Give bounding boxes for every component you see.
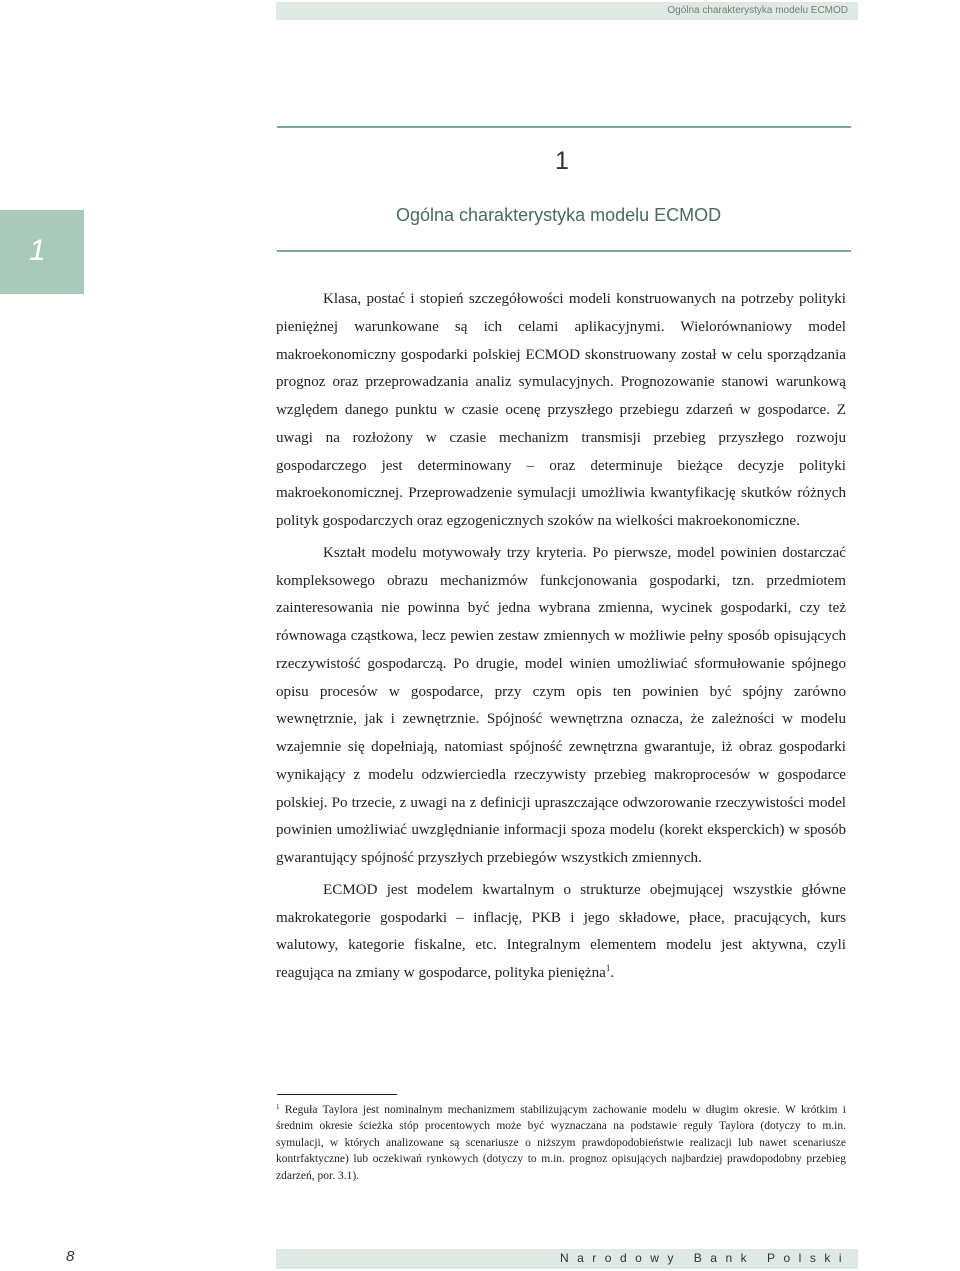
paragraph: Kształt modelu motywowały trzy kryteria. Po pierwsze, model powinien dostarczać kompleksowego obrazu mechanizmów funkcjonowania gospodarki, tzn. przedmiotem zainteresowania nie powinna być jedna wybrana zmienna, wycinek gospodarki, czy też równowaga cząstkowa, lecz pewien zestaw zmiennych w możliwie pełny sposób opisujących rzeczywistość gospodarczą. Po drugie, model winien umożliwiać sformułowanie spójnego opisu procesów w gospodarce, przy czym opis ten powinien być spójny zarówno wewnętrznie, jak i zewnętrznie. Spójność wewnętrzna oznacza, że zależności w modelu wzajemnie się dopełniają, natomiast spójność zewnętrzna gwarantuje, iż obraz gospodarki wynikający z modelu odzwierciedla rzeczywisty przebieg makroprocesów w gospodarce polskiej. Po trzecie, z uwagi na z definicji upraszczające odwzorowanie rzeczywistości model powinien umożliwiać uwzględnianie informacji spoza modelu (korekt eksperckich) w sposób gwarantujący spójność przyszłych przebiegów wszystkich zmiennych. — [276, 544, 846, 866]
paragraph — [276, 877, 846, 988]
paragraph: Klasa, postać i stopień szczegółowości modeli konstruowanych na potrzeby polityki pieniężnej warunkowane są ich celami aplikacyjnymi. Wielorównaniowy model makroekonomiczny gospodarki polskiej ECMOD skonstruowany został w celu sporządzania prognoz oraz przeprowadzania analiz symulacyjnych. Prognozowanie stanowi warunkową względem danego punktu w czasie ocenę przyszłego przebiegu zdarzeń w gospodarce. Z uwagi na rozłożony w czasie mechanizm transmisji przebieg przyszłego rozwoju gospodarczego jest determinowany – oraz determinuje bieżące decyzje polityki makroekonomicznej. Przeprowadzenie symulacji umożliwia kwantyfikację skutków różnych polityk gospodarczych oraz egzogenicznych szoków na wielkości makroekonomiczne. — [276, 291, 846, 529]
chapter-number: 1 — [555, 147, 569, 175]
running-header-title: Ogólna charakterystyka modelu ECMOD — [667, 5, 848, 16]
page-number: 8 — [66, 1248, 75, 1265]
body-text — [276, 286, 846, 992]
chapter-rule-top — [277, 126, 851, 128]
paragraph-text: ECMOD jest modelem kwartalnym o strukturze obejmującej wszystkie główne makrokategorie gospodarki – inflację, PKB i jego składowe, płace, pracujących, kurs walutowy, kategorie fiskalne, etc. Integralnym elementem modelu jest aktywna, czyli reagująca na zmiany w gospodarce, polityka pieniężna — [276, 881, 846, 981]
paragraph-end: . — [610, 965, 615, 981]
publisher-name: Narodowy Bank Polski — [559, 1251, 850, 1265]
footnote — [276, 1102, 846, 1184]
footnote-marker: 1 — [276, 1103, 280, 1111]
footnote-text: Reguła Taylora jest nominalnym mechanizmem stabilizującym zachowanie modelu w długim okresie. W krótkim i średnim okresie ścieżka stóp procentowych może być wyznaczana na podstawie reguły Taylora (dotyczy to m.in. symulacji, w których analizowane są scenariusze o niższym prawdopodobieństwie realizacji lub nawet scenariusze kontrfaktyczne) lub oczekiwań rynkowych (dotyczy to m.in. prognoz opisujących najbardziej prawdopodobny przebieg zdarzeń, por. 3.1). — [276, 1104, 847, 1182]
chapter-title: Ogólna charakterystyka modelu ECMOD — [396, 205, 722, 225]
chapter-rule-bottom — [277, 250, 851, 252]
side-tab-number: 1 — [29, 234, 46, 267]
footnote-reference: 1 — [605, 963, 611, 973]
footnote-separator — [277, 1094, 397, 1095]
